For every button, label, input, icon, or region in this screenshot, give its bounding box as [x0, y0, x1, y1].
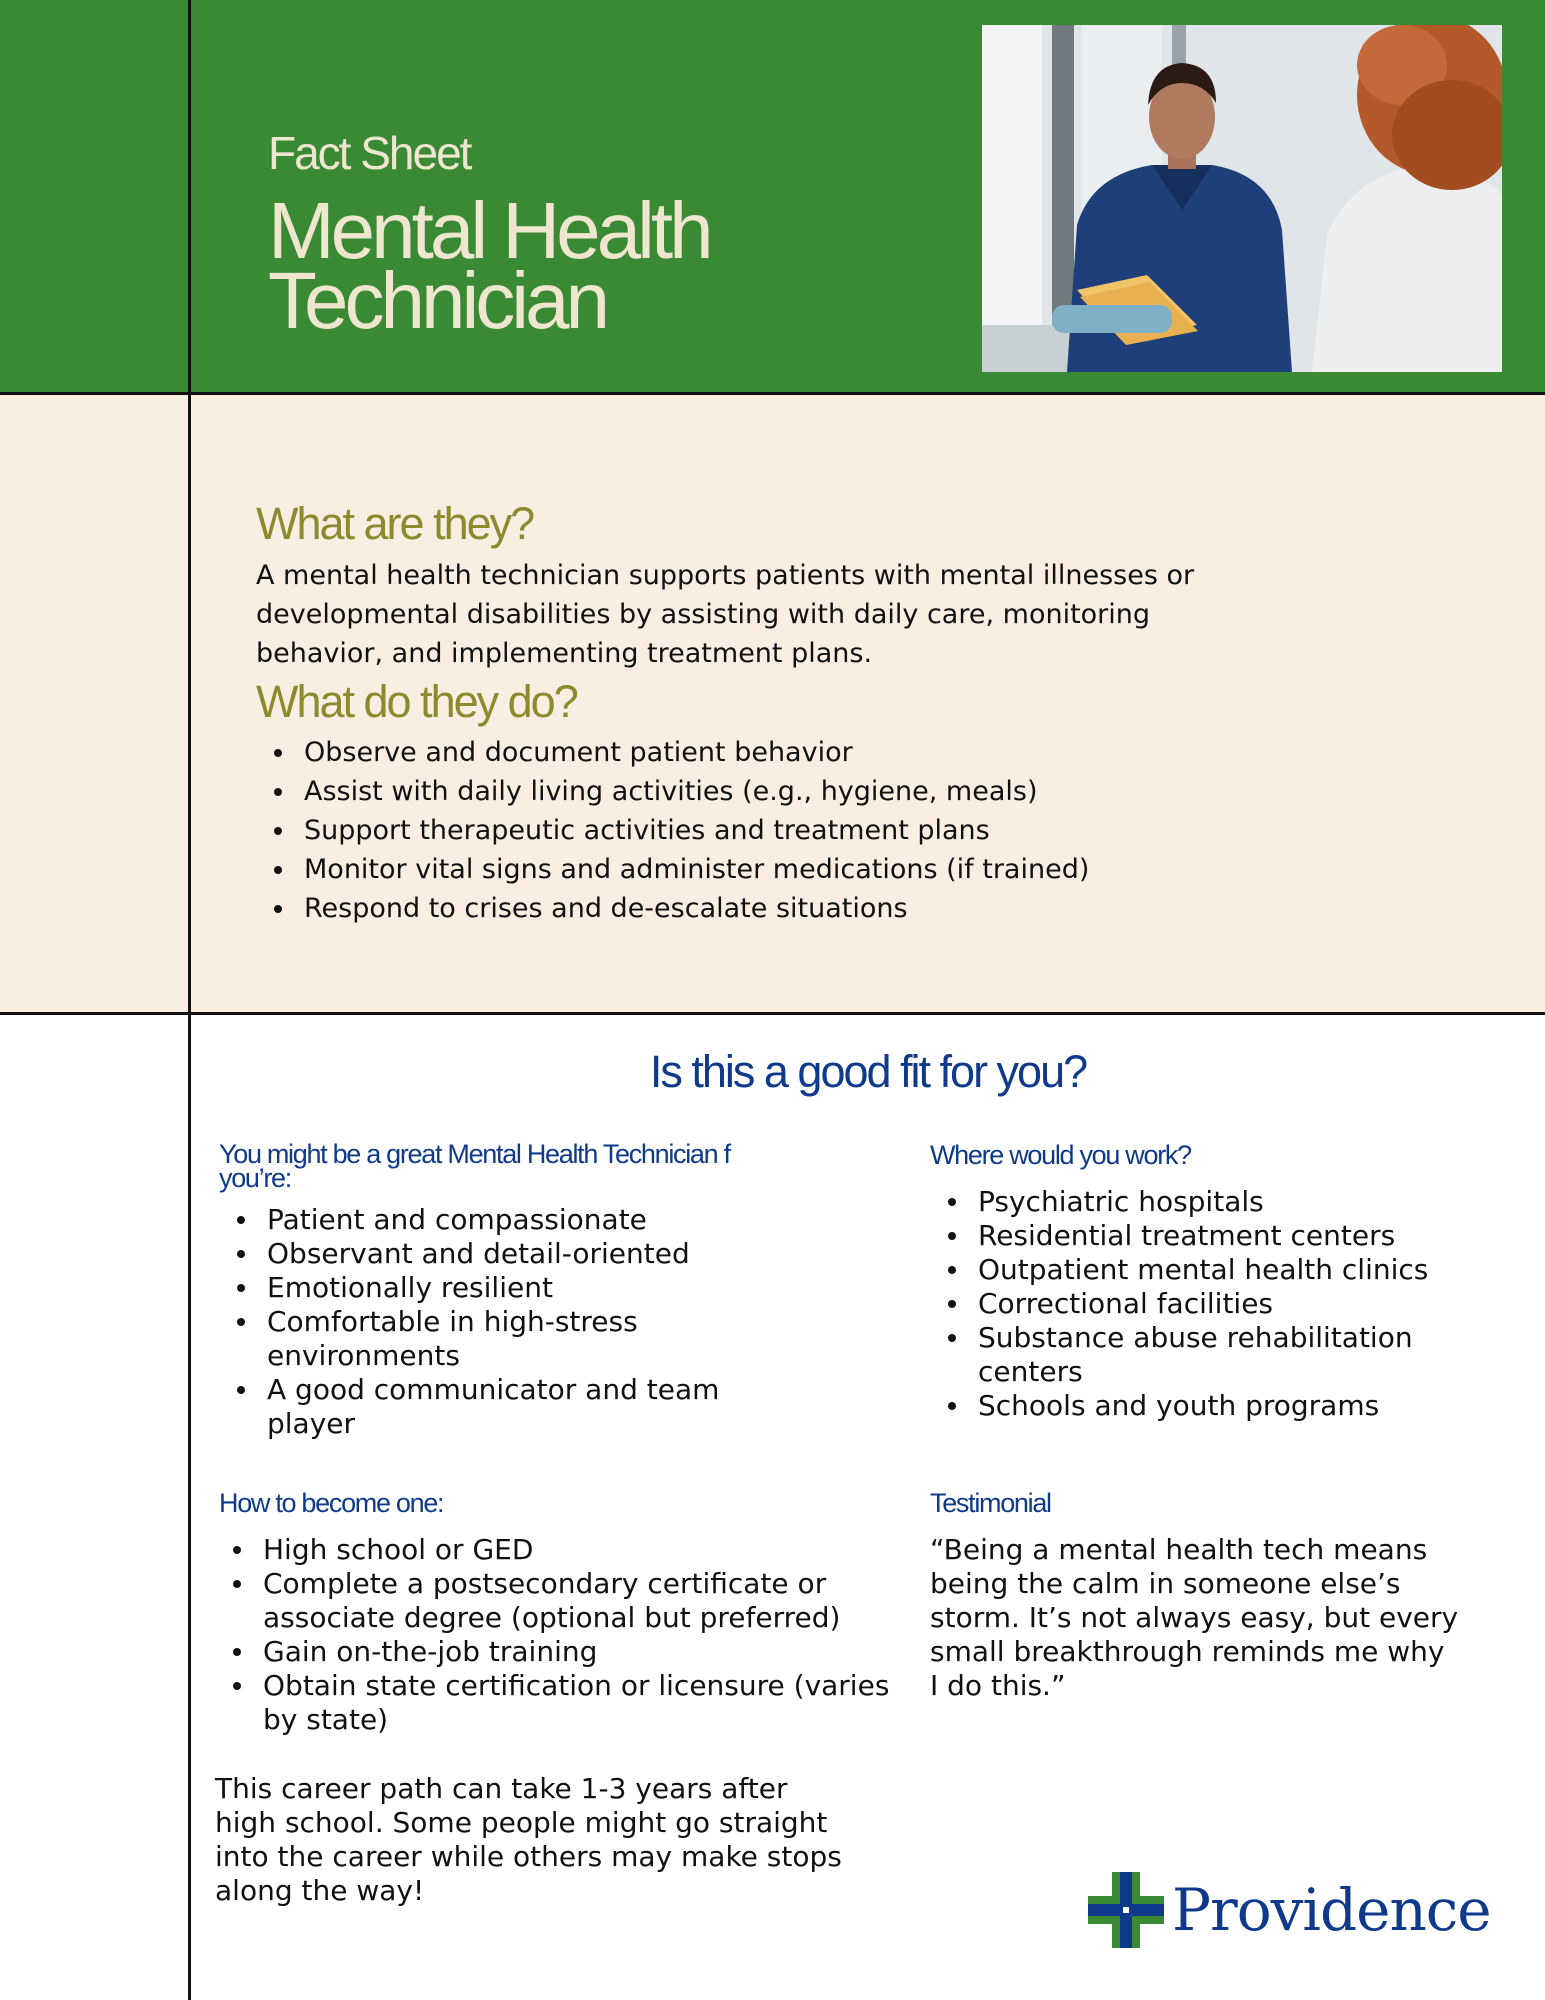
- list-item: Monitor vital signs and administer medications (if trained): [304, 850, 1089, 889]
- title-line-2: Technician: [268, 256, 607, 345]
- list-item: Outpatient mental health clinics: [978, 1253, 1498, 1287]
- list-item: Residential treatment centers: [978, 1219, 1498, 1253]
- list-item: Substance abuse rehabilitation centers: [978, 1321, 1498, 1389]
- list-item: Patient and compassionate: [267, 1203, 787, 1237]
- list-item: Obtain state certification or licensure (varies by state): [263, 1669, 903, 1737]
- list-item: Assist with daily living activities (e.g., hygiene, meals): [304, 772, 1089, 811]
- list-item: Emotionally resilient: [267, 1271, 787, 1305]
- workplaces-heading: Where would you work?: [930, 1140, 1191, 1170]
- list-item: A good communicator and team player: [267, 1373, 787, 1441]
- list-item: Gain on-the-job training: [263, 1635, 903, 1669]
- how-to-heading: How to become one:: [219, 1488, 444, 1518]
- workplaces-list: [930, 1185, 1498, 1423]
- list-item: Observant and detail-oriented: [267, 1237, 787, 1271]
- list-item: Correctional facilities: [978, 1287, 1498, 1321]
- divider-middle: [0, 1012, 1545, 1015]
- title-line-1: Mental Health: [268, 186, 710, 275]
- steps-list: [215, 1533, 903, 1737]
- list-item: Complete a postsecondary certificate or associate degree (optional but preferred): [263, 1567, 903, 1635]
- fact-sheet-kicker: Fact Sheet: [268, 127, 471, 179]
- list-item: Respond to crises and de-escalate situations: [304, 889, 1089, 928]
- duties-list: [256, 733, 1089, 928]
- testimonial-quote: “Being a mental health tech means being the calm in someone else’s storm. It’s not always easy, but every small breakthrough reminds me why I do this.”: [930, 1533, 1459, 1702]
- traits-list: [219, 1203, 787, 1441]
- traits-heading: [219, 1139, 859, 1193]
- cross-icon: [1086, 1870, 1166, 1950]
- vertical-rule: [188, 0, 191, 2000]
- technician-photo: [982, 25, 1502, 372]
- divider-top: [0, 392, 1545, 395]
- list-item: Schools and youth programs: [978, 1389, 1498, 1423]
- list-item: Observe and document patient behavior: [304, 733, 1089, 772]
- good-fit-heading: Is this a good fit for you?: [649, 1046, 1087, 1097]
- traits-heading-line-1: You might be a great Mental Health Technician f: [219, 1139, 730, 1169]
- list-item: High school or GED: [263, 1533, 903, 1567]
- what-do-they-do-heading: What do they do?: [256, 676, 577, 727]
- list-item: Support therapeutic activities and treatment plans: [304, 811, 1089, 850]
- list-item: Comfortable in high-stress environments: [267, 1305, 787, 1373]
- providence-logo: [1086, 1870, 1491, 1950]
- page-title: [268, 186, 710, 345]
- brand-name: Providence: [1172, 1876, 1491, 1944]
- list-item: Psychiatric hospitals: [978, 1185, 1498, 1219]
- what-are-they-heading: What are they?: [256, 498, 534, 549]
- career-path-note: This career path can take 1-3 years after high school. Some people might go straight into the career while others may make stops along the way!: [215, 1772, 842, 1907]
- traits-heading-line-2: you’re:: [219, 1163, 291, 1193]
- photo-illustration: [982, 25, 1502, 372]
- what-are-they-text: A mental health technician supports patients with mental illnesses or developmental disabilities by assisting with daily care, monitoring behavior, and implementing treatment plans.: [256, 560, 1195, 669]
- testimonial-heading: Testimonial: [930, 1488, 1051, 1518]
